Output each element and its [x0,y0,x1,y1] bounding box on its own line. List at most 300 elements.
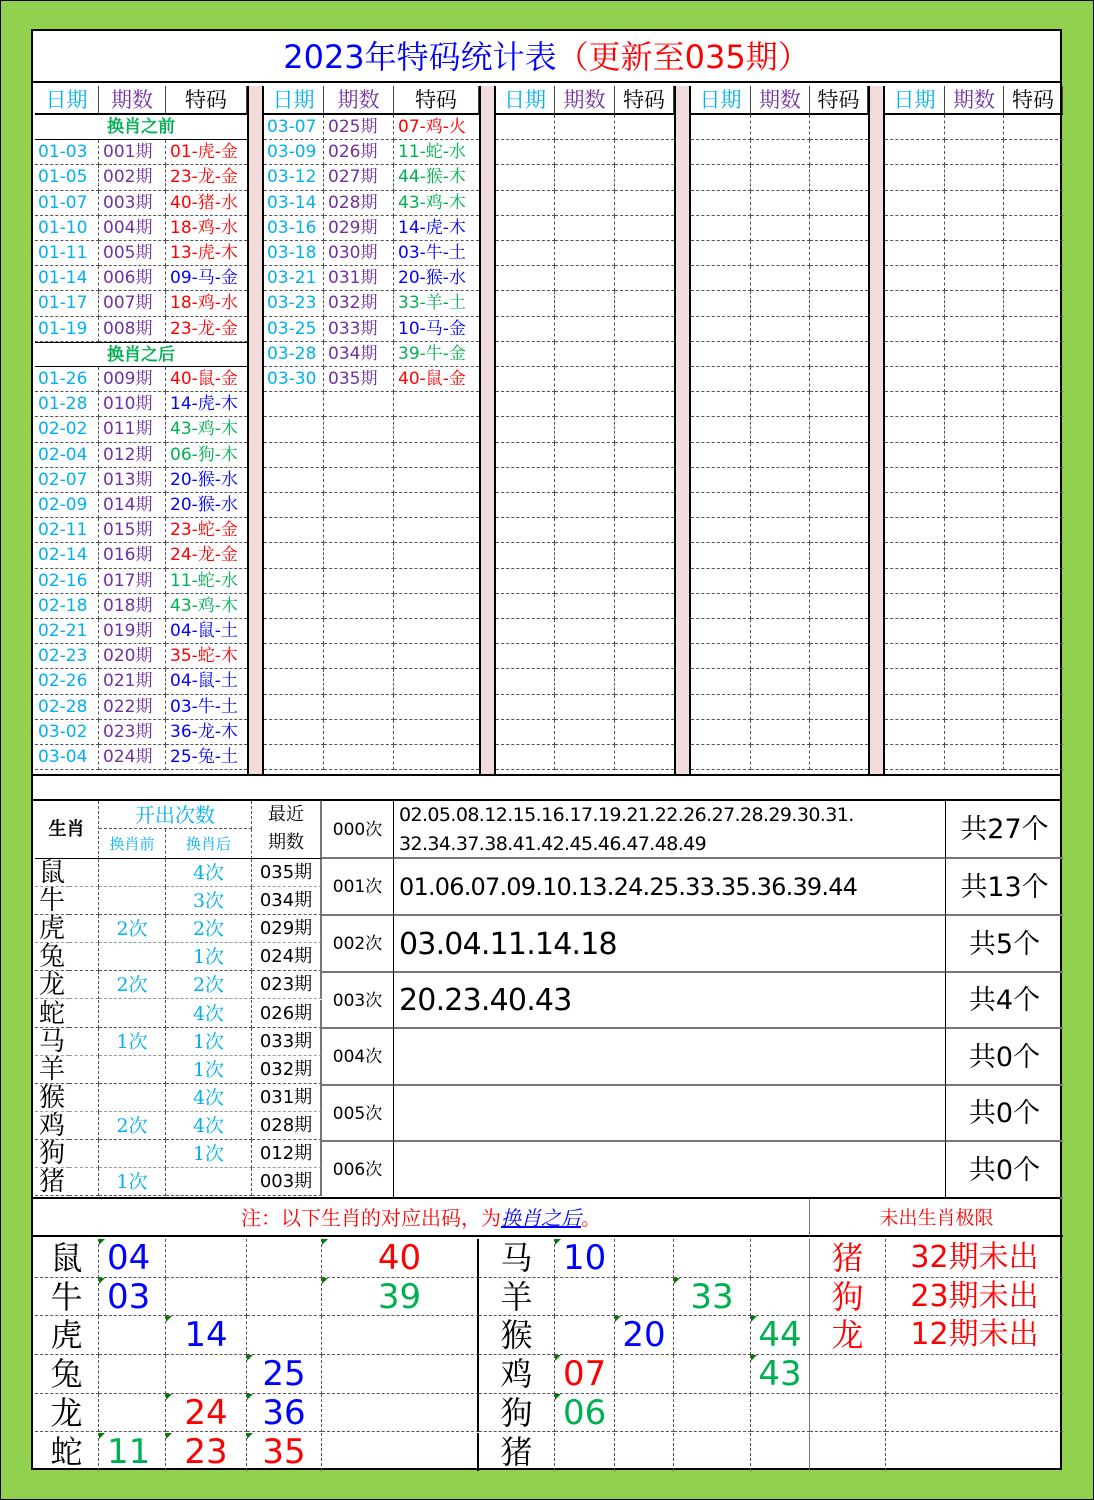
zodiac-number-cell: 06 [555,1394,615,1433]
zodiac-number-cell: 25 [247,1355,322,1394]
zodiac-number-cell [99,1316,166,1355]
zodiac-header: 生肖 [35,801,99,859]
cell-code: 24-龙-金 [166,543,247,568]
cell-issue [324,695,394,720]
count-after: 3次 [166,887,252,915]
count-before: 1次 [99,1028,166,1056]
cell-date: 02-14 [35,543,99,568]
cell-code: 43-鸡-木 [166,594,247,619]
cell-issue [555,468,615,493]
cell-date [496,669,555,694]
cell-issue: 029期 [324,216,394,241]
cell-code [615,493,674,518]
cell-date [691,594,751,619]
header-code: 特码 [615,86,674,115]
zodiac-number-cell [751,1239,810,1278]
zodiac-number-cell [674,1239,751,1278]
zodiac-name: 猴 [35,1084,69,1112]
cell-code [394,669,479,694]
cell-issue [751,367,810,392]
cell-date [885,392,945,417]
header-date: 日期 [885,86,945,115]
cell-issue [324,518,394,543]
cell-issue [945,115,1004,140]
zodiac-number-cell [674,1433,751,1472]
cell-date [264,417,324,442]
cell-date [691,165,751,190]
cell-issue: 031期 [324,266,394,291]
zodiac-number-cell: 40 [322,1239,479,1278]
cell-date: 01-17 [35,291,99,316]
cell-code: 20-猴-水 [394,266,479,291]
cell-date [496,266,555,291]
cell-issue: 015期 [99,518,166,543]
cell-date [691,644,751,669]
zodiac-number-cell [247,1239,322,1278]
cell-code [394,468,479,493]
cell-date [264,518,324,543]
comment-marker-icon [166,1433,172,1439]
cell-date [691,342,751,367]
comment-marker-icon [99,1239,105,1245]
cell-issue: 028期 [324,191,394,216]
cell-date [496,518,555,543]
cell-date: 03-02 [35,720,99,745]
missing-periods: 32期未出 [886,1239,1063,1278]
cell-issue [555,140,615,165]
zodiac-name-gap [69,1084,99,1112]
zodiac-number-cell [322,1394,479,1433]
zodiac-number-cell: 04 [99,1239,166,1278]
cell-date: 01-07 [35,191,99,216]
count-before: 2次 [99,971,166,999]
cell-issue [945,443,1004,468]
count-before: 2次 [99,915,166,943]
cell-code [1004,291,1063,316]
cell-date [691,115,751,140]
recent-issue: 024期 [252,943,322,971]
cell-date [691,518,751,543]
cell-code: 33-羊-土 [394,291,479,316]
zodiac-number-cell [751,1278,810,1317]
zodiac-number-cell [555,1316,615,1355]
cell-date [691,241,751,266]
cell-issue: 024期 [99,745,166,770]
cell-code [1004,443,1063,468]
header-issue: 期数 [945,86,1004,115]
cell-code [615,115,674,140]
missing-zodiac: 猪 [810,1239,886,1278]
cell-date [691,417,751,442]
zodiac-number-cell [166,1355,247,1394]
cell-code [810,266,868,291]
cell-code [615,619,674,644]
cell-code [1004,115,1063,140]
cell-code [615,695,674,720]
comment-marker-icon [247,1394,253,1400]
cell-issue [751,543,810,568]
cell-date [885,140,945,165]
cell-code [615,367,674,392]
cell-issue [751,241,810,266]
cell-issue [945,468,1004,493]
cell-date [691,140,751,165]
cell-issue [751,317,810,342]
cell-date: 03-23 [264,291,324,316]
cell-code [810,594,868,619]
cell-code [810,644,868,669]
recent-issue: 028期 [252,1112,322,1140]
frequency-numbers-line1: 20.23.40.43 [399,983,572,1018]
cell-date [691,619,751,644]
column-separator [674,86,691,774]
cell-issue [555,644,615,669]
cell-date [496,720,555,745]
zodiac-number-cell: 14 [166,1316,247,1355]
cell-date [885,468,945,493]
cell-issue [555,115,615,140]
zodiac-number-cell: 03 [99,1278,166,1317]
cell-date: 03-28 [264,342,324,367]
comment-marker-icon [247,1355,253,1361]
zodiac-name: 虎 [35,915,69,943]
zodiac-number-cell [674,1316,751,1355]
cell-date: 02-26 [35,669,99,694]
zodiac-number-cell [322,1316,479,1355]
cell-code [1004,669,1063,694]
cell-issue [324,644,394,669]
cell-date [885,291,945,316]
cell-code [615,443,674,468]
frequency-numbers [394,859,946,916]
cell-issue [555,191,615,216]
cell-date [885,165,945,190]
cell-code [615,745,674,770]
frequency-numbers [394,916,946,973]
frequency-total: 共27个 [946,801,1063,859]
zodiac-name: 龙 [35,1394,99,1433]
cell-issue [945,720,1004,745]
count-before [99,859,166,887]
cell-issue [324,493,394,518]
count-after: 1次 [166,1056,252,1084]
cell-date [264,468,324,493]
cell-date: 02-21 [35,619,99,644]
cell-date [496,619,555,644]
cell-issue [945,291,1004,316]
cell-issue [751,518,810,543]
cell-date [496,493,555,518]
zodiac-number-cell [322,1355,479,1394]
zodiac-number-cell [615,1278,674,1317]
cell-issue [555,392,615,417]
cell-date [885,216,945,241]
comment-marker-icon [555,1355,561,1361]
zodiac-number-cell: 10 [555,1239,615,1278]
cell-date: 03-09 [264,140,324,165]
count-before [99,1000,166,1028]
zodiac-name: 鼠 [35,859,69,887]
count-after [166,1168,252,1196]
cell-issue [555,745,615,770]
zodiac-number-cell: 35 [247,1433,322,1472]
zodiac-name: 羊 [479,1278,555,1317]
cell-code: 14-虎-木 [394,216,479,241]
cell-code [394,569,479,594]
cell-code [394,518,479,543]
header-issue: 期数 [555,86,615,115]
cell-issue [751,493,810,518]
cell-date [496,695,555,720]
cell-code [1004,594,1063,619]
cell-issue [324,443,394,468]
recent-issue: 023期 [252,971,322,999]
cell-code [1004,266,1063,291]
cell-issue [555,342,615,367]
cell-date [264,543,324,568]
cell-date [264,443,324,468]
cell-issue: 002期 [99,165,166,190]
missing-periods: 12期未出 [886,1316,1063,1355]
cell-date: 01-10 [35,216,99,241]
zodiac-number-cell [615,1394,674,1433]
cell-code [615,543,674,568]
recent-header-line2: 期数 [268,832,304,853]
cell-code: 20-猴-水 [166,468,247,493]
cell-date [496,115,555,140]
comment-marker-icon [322,1278,328,1284]
cell-code [1004,569,1063,594]
cell-code: 18-鸡-水 [166,291,247,316]
cell-date [264,569,324,594]
zodiac-number-cell: 33 [674,1278,751,1317]
cell-date: 03-25 [264,317,324,342]
zodiac-name: 猪 [479,1433,555,1472]
cell-issue: 025期 [324,115,394,140]
frequency-total: 共0个 [946,1029,1063,1086]
cell-date [691,569,751,594]
cell-code [394,493,479,518]
zodiac-number-cell [751,1394,810,1433]
zodiac-name-gap [69,1056,99,1084]
count-after: 1次 [166,1028,252,1056]
comment-marker-icon [751,1355,757,1361]
note-link[interactable]: 换肖之后 [501,1206,581,1230]
header-date: 日期 [691,86,751,115]
cell-issue [555,266,615,291]
cell-issue [945,392,1004,417]
cell-date [885,317,945,342]
cell-code [615,417,674,442]
cell-code [810,493,868,518]
stats-sheet [31,29,1062,1470]
cell-issue: 026期 [324,140,394,165]
cell-date [264,669,324,694]
cell-code [1004,468,1063,493]
cell-date [885,266,945,291]
cell-issue: 020期 [99,644,166,669]
cell-date [496,392,555,417]
cell-issue [555,695,615,720]
count-after: 1次 [166,943,252,971]
cell-issue: 001期 [99,140,166,165]
count-before: 2次 [99,1112,166,1140]
cell-code: 06-狗-木 [166,443,247,468]
cell-issue: 005期 [99,241,166,266]
cell-date [885,443,945,468]
cell-code [810,367,868,392]
comment-marker-icon [166,1316,172,1322]
cell-date [496,165,555,190]
cell-issue: 006期 [99,266,166,291]
section-before-label: 换肖之前 [35,115,247,140]
cell-issue [324,468,394,493]
frequency-label: 005次 [322,1086,394,1142]
cell-code [1004,367,1063,392]
cell-issue: 035期 [324,367,394,392]
count-after: 4次 [166,1000,252,1028]
cell-date [885,115,945,140]
cell-date [885,191,945,216]
cell-date [264,493,324,518]
zodiac-number-cell [99,1355,166,1394]
cell-issue [751,115,810,140]
cell-code: 39-牛-金 [394,342,479,367]
cell-code: 09-马-金 [166,266,247,291]
cell-date: 03-21 [264,266,324,291]
cell-issue [555,241,615,266]
zodiac-name-gap [69,1028,99,1056]
cell-code: 23-蛇-金 [166,518,247,543]
cell-code [1004,518,1063,543]
recent-issue: 026期 [252,1000,322,1028]
cell-code [615,241,674,266]
cell-code [615,317,674,342]
cell-code [615,291,674,316]
cell-issue [751,669,810,694]
cell-code [615,191,674,216]
cell-date [885,241,945,266]
cell-code [394,594,479,619]
cell-code [615,342,674,367]
cell-issue [945,695,1004,720]
cell-issue [945,644,1004,669]
cell-code: 04-鼠-土 [166,619,247,644]
zodiac-number-cell [247,1316,322,1355]
cell-issue: 016期 [99,543,166,568]
column-separator [868,86,885,774]
cell-issue [555,569,615,594]
cell-code [1004,342,1063,367]
cell-issue: 008期 [99,317,166,342]
header-date: 日期 [264,86,324,115]
recent-issue: 003期 [252,1168,322,1196]
zodiac-number-cell [751,1433,810,1472]
count-after: 4次 [166,1112,252,1140]
cell-issue [555,165,615,190]
zodiac-number-cell [247,1278,322,1317]
cell-issue [555,669,615,694]
cell-code [615,720,674,745]
cell-issue [945,543,1004,568]
zodiac-number-cell: 20 [615,1316,674,1355]
zodiac-number-cell [166,1278,247,1317]
cell-issue [751,695,810,720]
zodiac-number-cell [615,1239,674,1278]
note-suffix: 。 [581,1206,601,1230]
cell-issue [555,367,615,392]
cell-issue [555,291,615,316]
cell-date [691,695,751,720]
missing-periods: 23期未出 [886,1278,1063,1317]
cell-date [496,317,555,342]
cell-date: 01-05 [35,165,99,190]
frequency-total: 共4个 [946,973,1063,1029]
header-code: 特码 [1004,86,1063,115]
zodiac-name: 兔 [35,1355,99,1394]
cell-date: 01-11 [35,241,99,266]
comment-marker-icon [674,1278,680,1284]
cell-date [264,594,324,619]
cell-date [885,569,945,594]
cell-issue [945,191,1004,216]
cell-code [1004,392,1063,417]
cell-date [885,417,945,442]
cell-code: 40-鼠-金 [166,367,247,392]
zodiac-number-cell: 43 [751,1355,810,1394]
cell-code [810,115,868,140]
zodiac-name: 狗 [35,1140,69,1168]
cell-issue [324,543,394,568]
cell-code: 13-虎-木 [166,241,247,266]
header-date: 日期 [496,86,555,115]
cell-issue [555,317,615,342]
comment-marker-icon [99,1278,105,1284]
cell-issue [751,266,810,291]
cell-code [615,569,674,594]
cell-code [1004,720,1063,745]
section-after-label: 换肖之后 [35,342,247,367]
cell-issue [945,216,1004,241]
cell-code: 23-龙-金 [166,317,247,342]
cell-code [1004,140,1063,165]
cell-date: 01-14 [35,266,99,291]
zodiac-name-gap [69,943,99,971]
cell-issue [324,417,394,442]
cell-code: 20-猴-水 [166,493,247,518]
cell-date: 01-26 [35,367,99,392]
cell-issue [751,443,810,468]
zodiac-name-gap [69,915,99,943]
cell-issue: 023期 [99,720,166,745]
cell-date: 01-03 [35,140,99,165]
zodiac-name: 鸡 [35,1112,69,1140]
note [33,1199,810,1237]
count-before [99,943,166,971]
cell-date [496,745,555,770]
zodiac-name: 马 [479,1239,555,1278]
cell-issue [324,569,394,594]
cell-date [264,392,324,417]
cell-code [810,518,868,543]
header-issue: 期数 [324,86,394,115]
zodiac-name: 鼠 [35,1239,99,1278]
cell-issue: 017期 [99,569,166,594]
count-before: 1次 [99,1168,166,1196]
cell-code [810,669,868,694]
cell-code: 36-龙-木 [166,720,247,745]
cell-date [496,594,555,619]
